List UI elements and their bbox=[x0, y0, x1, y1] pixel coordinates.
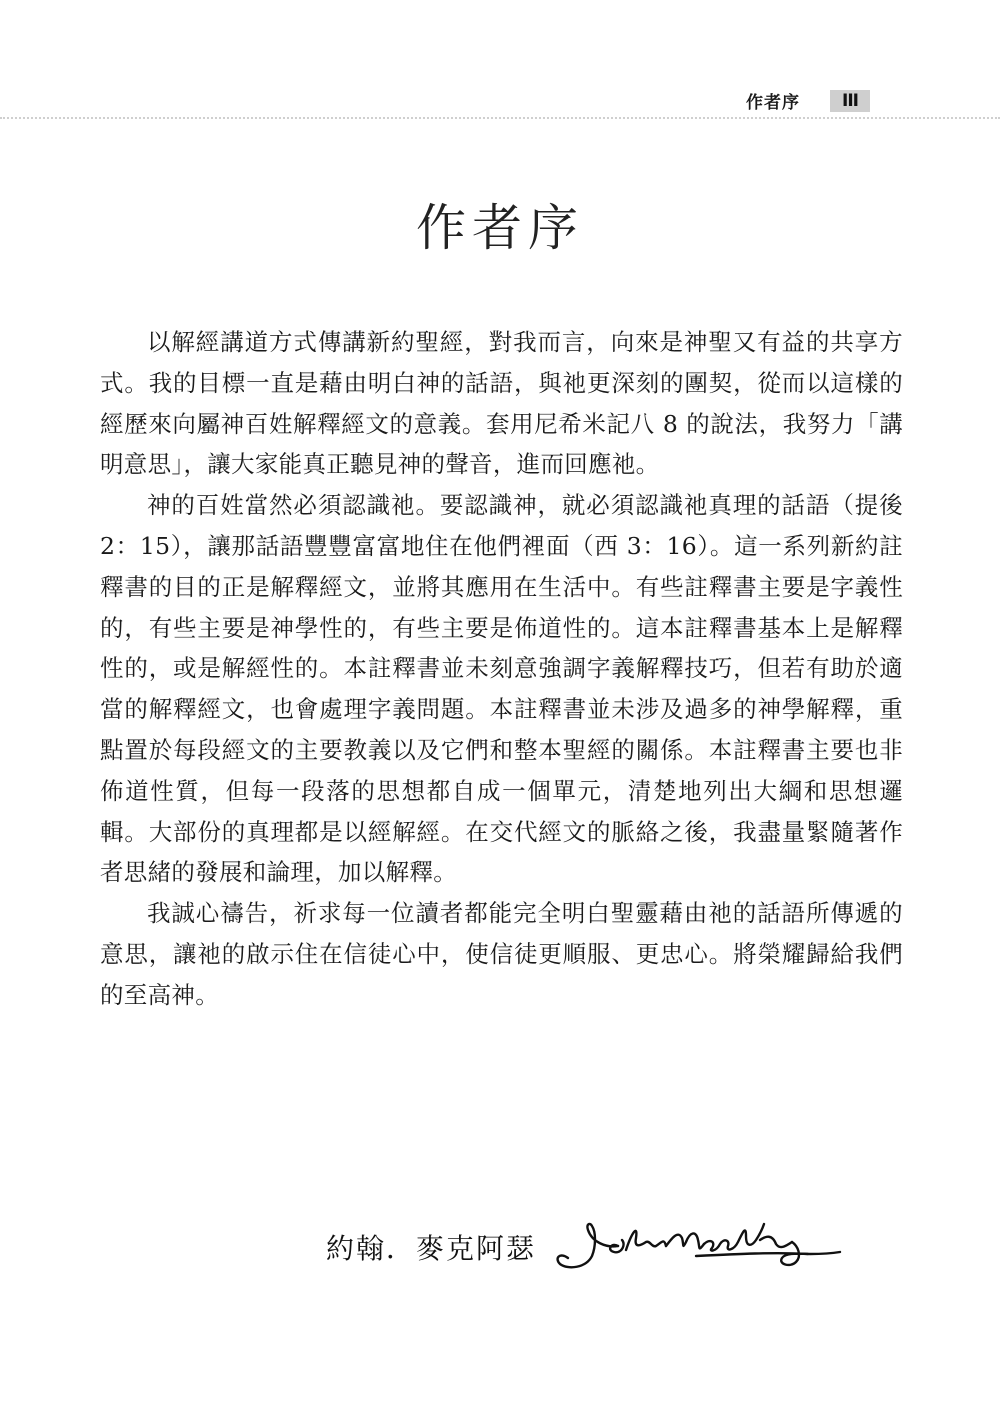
paragraph-1: 以解經講道方式傳講新約聖經，對我而言，向來是神聖又有益的共享方式。我的目標一直是藉由明白神的話語，與祂更深刻的團契，從而以這樣的經歷來向屬神百姓解釋經文的意義。套用尼希米記八 8 的說法，我努力「講明意思」，讓大家能真正聽見神的聲音，進而回應祂。 bbox=[100, 328, 903, 479]
handwritten-signature bbox=[546, 1212, 846, 1282]
author-name: 約翰．麥克阿瑟 bbox=[326, 1232, 537, 1265]
page-number: III bbox=[830, 90, 870, 112]
page-title: 作者序 bbox=[416, 199, 584, 257]
paragraph-2: 神的百姓當然必須認識祂。要認識神，就必須認識祂真理的話語（提後 2：15），讓那話語豐豐富富地住在他們裡面（西 3：16）。這一系列新約註釋書的目的正是解釋經文，並將其應用在生活中。有些註釋書主要是字義性的，有些主要是神學性的，有些主要是佈道性的。這本註釋書基本上是解釋性的，或是解經性的。本註釋書並未刻意強調字義解釋技巧，但若有助於適當的解釋經文，也會處理字義問題。本註釋書並未涉及過多的神學解釋，重點置於每段經文的主要教義以及它們和整本聖經的關係。本註釋書主要也非佈道性質，但每一段落的思想都自成一個單元，清楚地列出大綱和思想邏輯。大部份的真理都是以經解經。在交代經文的脈絡之後，我盡量緊隨著作者思緒的發展和論理，加以解釋。 bbox=[100, 491, 903, 887]
running-header-title: 作者序 bbox=[746, 93, 801, 113]
signature-block bbox=[326, 1212, 846, 1282]
running-header bbox=[746, 88, 870, 113]
body-text bbox=[100, 322, 903, 1016]
header-divider bbox=[0, 117, 1000, 119]
paragraph-3: 我誠心禱告，祈求每一位讀者都能完全明白聖靈藉由祂的話語所傳遞的意思，讓祂的啟示住在信徒心中，使信徒更順服、更忠心。將榮耀歸給我們的至高神。 bbox=[100, 899, 903, 1009]
